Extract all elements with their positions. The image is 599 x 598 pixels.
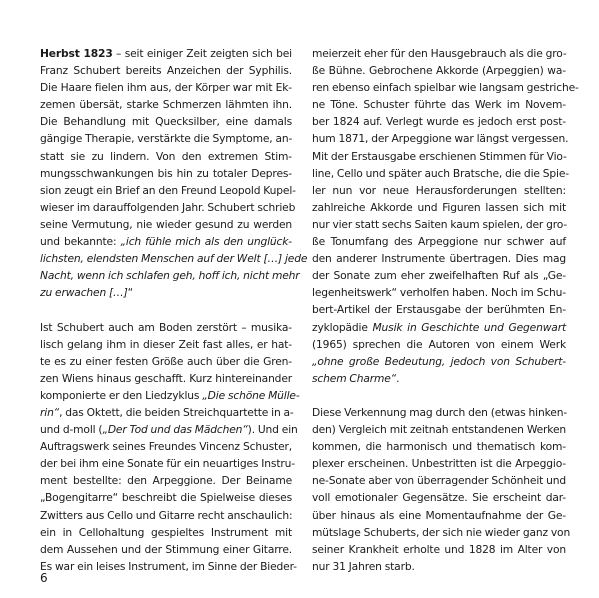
text-line (312, 284, 566, 301)
text-run: zemen übersät, starke Schmerzen lähmten ihn. (40, 98, 292, 112)
text-line (40, 507, 292, 524)
text-line (40, 353, 292, 370)
text-line (312, 472, 566, 489)
text-line (40, 182, 296, 199)
text-line (40, 79, 292, 96)
text-line (312, 113, 566, 130)
text-line (312, 130, 569, 147)
text-run: seiner Krankheit erholte und 1828 im Alter von (312, 542, 566, 556)
text-run: ler nun vor neue Herausforderungen stellten: (312, 183, 566, 197)
text-run: kommen, die harmonisch und thematisch kom- (312, 440, 566, 454)
text-run: ber 1824 auf. Verlegt wurde es jedoch erst post- (312, 115, 566, 129)
text-line (40, 45, 292, 62)
text-run: zen Wiens hinaus geschafft. Kurz hintereinander (40, 371, 292, 385)
text-line (312, 45, 566, 62)
text-line (40, 148, 292, 165)
text-run: und d-moll ( (40, 423, 103, 437)
left-text-column (40, 45, 308, 575)
text-line (312, 438, 566, 455)
text-line (40, 165, 292, 182)
italic-text: „Die schöne Mülle- (202, 388, 300, 402)
text-run: mütslage Schuberts, der sich nie wieder ganz von (312, 525, 571, 539)
text-line (40, 319, 292, 336)
text-run: Ist Schubert auch am Boden zerstört – musika- (40, 320, 292, 334)
text-run: dem Aussehen und der Stimmung einer Gitarre. (40, 542, 292, 556)
text-run: ein in Cellohaltung gespieltes Instrument mit (40, 525, 292, 539)
text-line (40, 96, 292, 113)
text-line (40, 216, 292, 233)
text-line (312, 455, 566, 472)
text-run: hum 1871, der Arpeggione war längst vergessen. (312, 132, 569, 146)
text-run: nur 31 Jahren starb. (312, 559, 415, 573)
text-run: legenheitswerk“ verholfen haben. Noch im Schu- (312, 286, 566, 300)
text-line (312, 199, 566, 216)
text-run: komponierte er den Liedzyklus (40, 388, 203, 402)
text-line (312, 62, 566, 79)
text-run: bert-Artikel der Erstausgabe der berühmten En- (312, 303, 566, 317)
text-run: plexer erscheinen. Unbestritten ist die Arpeggio- (312, 457, 566, 471)
text-run: wieser im darauffolgenden Jahr. Schubert schrieb (40, 200, 296, 214)
page-number: 6 (40, 571, 48, 585)
text-run: den) Vergleich mit zeitnah entstandenen Werken (312, 423, 566, 437)
paragraph-gap (312, 387, 566, 404)
paragraph-gap (40, 301, 292, 318)
text-line (312, 404, 566, 421)
italic-text: „Der Tod und das Mädchen“ (102, 423, 248, 437)
text-line (312, 524, 571, 541)
right-text-column (312, 45, 579, 575)
text-run: den anderer Instrumente übertragen. Dies mag (312, 252, 566, 266)
bold-text: Herbst 1823 (40, 47, 113, 60)
text-run: ne Töne. Schuster führte das Werk im Novem- (312, 98, 566, 112)
text-line (312, 336, 566, 353)
text-run: Die Haare fielen ihm aus, der Körper war mit Ek- (40, 81, 292, 95)
text-line (40, 438, 292, 455)
text-run: “ (127, 286, 134, 300)
text-line (312, 370, 566, 387)
text-line (312, 182, 566, 199)
text-line (312, 233, 566, 250)
text-line (40, 472, 292, 489)
text-run: Auftragswerk seines Freundes Vincenz Schuster, (40, 440, 292, 454)
text-run: gängige Therapie, verstärkte die Symptome, an- (40, 132, 293, 146)
text-line (312, 216, 566, 233)
text-line (40, 489, 292, 506)
text-line (312, 267, 566, 284)
text-run: te es zu einer festen Größe auch über die Gren- (40, 354, 292, 368)
italic-text: „ohne große Bedeutung, jedoch von Schubert- (312, 354, 566, 368)
italic-text: „ich fühle mich als den unglück- (120, 235, 292, 249)
text-run: über hinaus als eine Momentaufnahme der Ge- (312, 508, 566, 522)
text-line (312, 96, 566, 113)
text-run: und bekannte: (40, 235, 121, 249)
text-run: ße Tonumfang des Arpeggione nur schwer auf (312, 235, 566, 249)
text-line (40, 267, 300, 284)
text-run: . (396, 371, 400, 385)
text-line (40, 284, 292, 301)
text-run: Zwitters aus Cello und Gitarre recht anschaulich: (40, 508, 293, 522)
italic-text: zu erwachen […] (40, 286, 128, 300)
text-line (312, 319, 566, 336)
text-run: (1965) sprechen die Autoren von einem Werk (312, 337, 566, 351)
text-run: Mit der Erstausgabe erschienen Stimmen für Vio- (312, 149, 567, 163)
text-line (312, 165, 569, 182)
text-run: „Bogengitarre“ beschreibt die Spielweise dieses (40, 491, 292, 505)
text-run: meierzeit eher für den Hausgebrauch als die gro- (312, 47, 567, 60)
text-run: , das Oktett, die beiden Streichquartette in a- (59, 405, 294, 419)
text-run: zyklopädie (312, 320, 373, 334)
text-run: mungsschwankungen bis hin zu totaler Depres- (40, 166, 292, 180)
text-line (312, 301, 566, 318)
text-run: der bei ihm eine Sonate für ein neuartiges Instru- (40, 457, 295, 471)
italic-text: Nacht, wenn ich schlafen geh, hoff ich, nicht mehr (40, 269, 300, 283)
text-line (40, 541, 292, 558)
text-line (312, 353, 566, 370)
italic-text: schem Charme“ (312, 371, 397, 385)
text-line (40, 130, 292, 147)
text-run: der Sonate zum eher zweifelhaften Ruf als „Ge- (312, 269, 566, 283)
text-line (40, 387, 300, 404)
text-line (312, 79, 579, 96)
text-line (40, 233, 292, 250)
italic-text: rin“ (40, 405, 60, 419)
text-run: ment bestellte: den Arpeggione. Der Beiname (40, 474, 292, 488)
text-line (40, 250, 308, 267)
text-line (40, 524, 292, 541)
text-line (40, 62, 292, 79)
text-run: ße Bühne. Gebrochene Akkorde (Arpeggien) wa- (312, 64, 566, 78)
text-run: Die Behandlung mit Quecksilber, eine damals (40, 115, 292, 129)
text-line (40, 404, 292, 421)
text-run: lisch gelang ihm in dieser Zeit fast alles, er hat- (40, 337, 292, 351)
text-run: Franz Schubert bereits Anzeichen der Syphilis. (40, 64, 292, 78)
text-line (312, 250, 566, 267)
text-run: statt sie zu lindern. Von den extremen Stim- (40, 149, 292, 163)
text-run: Diese Verkennung mag durch den (etwas hinken- (312, 405, 568, 419)
text-run: – seit einiger Zeit zeigten sich bei (112, 47, 292, 60)
text-line (40, 558, 297, 575)
text-line (312, 421, 566, 438)
text-line (40, 421, 298, 438)
italic-text: lichsten, elendsten Menschen auf der Welt […] jede (40, 252, 308, 266)
text-run: ne-Sonate aber von überragender Schönheit und (312, 474, 567, 488)
text-line (312, 148, 566, 165)
text-run: Es war ein leises Instrument, im Sinne der Bieder- (40, 559, 297, 573)
text-run: line, Cello und später auch Bratsche, die die Spie- (312, 166, 569, 180)
text-line (40, 336, 292, 353)
text-run: nur vier statt sechs Saiten kaum spielen, der gro- (312, 217, 568, 231)
text-run: zahlreiche Akkorde und Figuren lassen sich mit (312, 200, 566, 214)
text-line (40, 113, 292, 130)
text-line (312, 541, 566, 558)
text-line (312, 489, 566, 506)
text-line (312, 558, 566, 575)
text-run: ). Und ein (247, 423, 298, 437)
text-run: sion zeugt ein Brief an den Freund Leopold Kupel- (40, 183, 296, 197)
text-run: voll emotionaler Gegensätze. Sie erscheint dar- (312, 491, 566, 505)
text-line (40, 455, 295, 472)
italic-text: Musik in Geschichte und Gegenwart (372, 320, 566, 334)
text-run: seine Vermutung, nie wieder gesund zu werden (40, 217, 292, 231)
text-line (312, 507, 566, 524)
text-line (40, 199, 296, 216)
text-line (40, 370, 292, 387)
text-run: ren ebenso einfach spielbar wie langsam gestriche- (312, 81, 579, 95)
